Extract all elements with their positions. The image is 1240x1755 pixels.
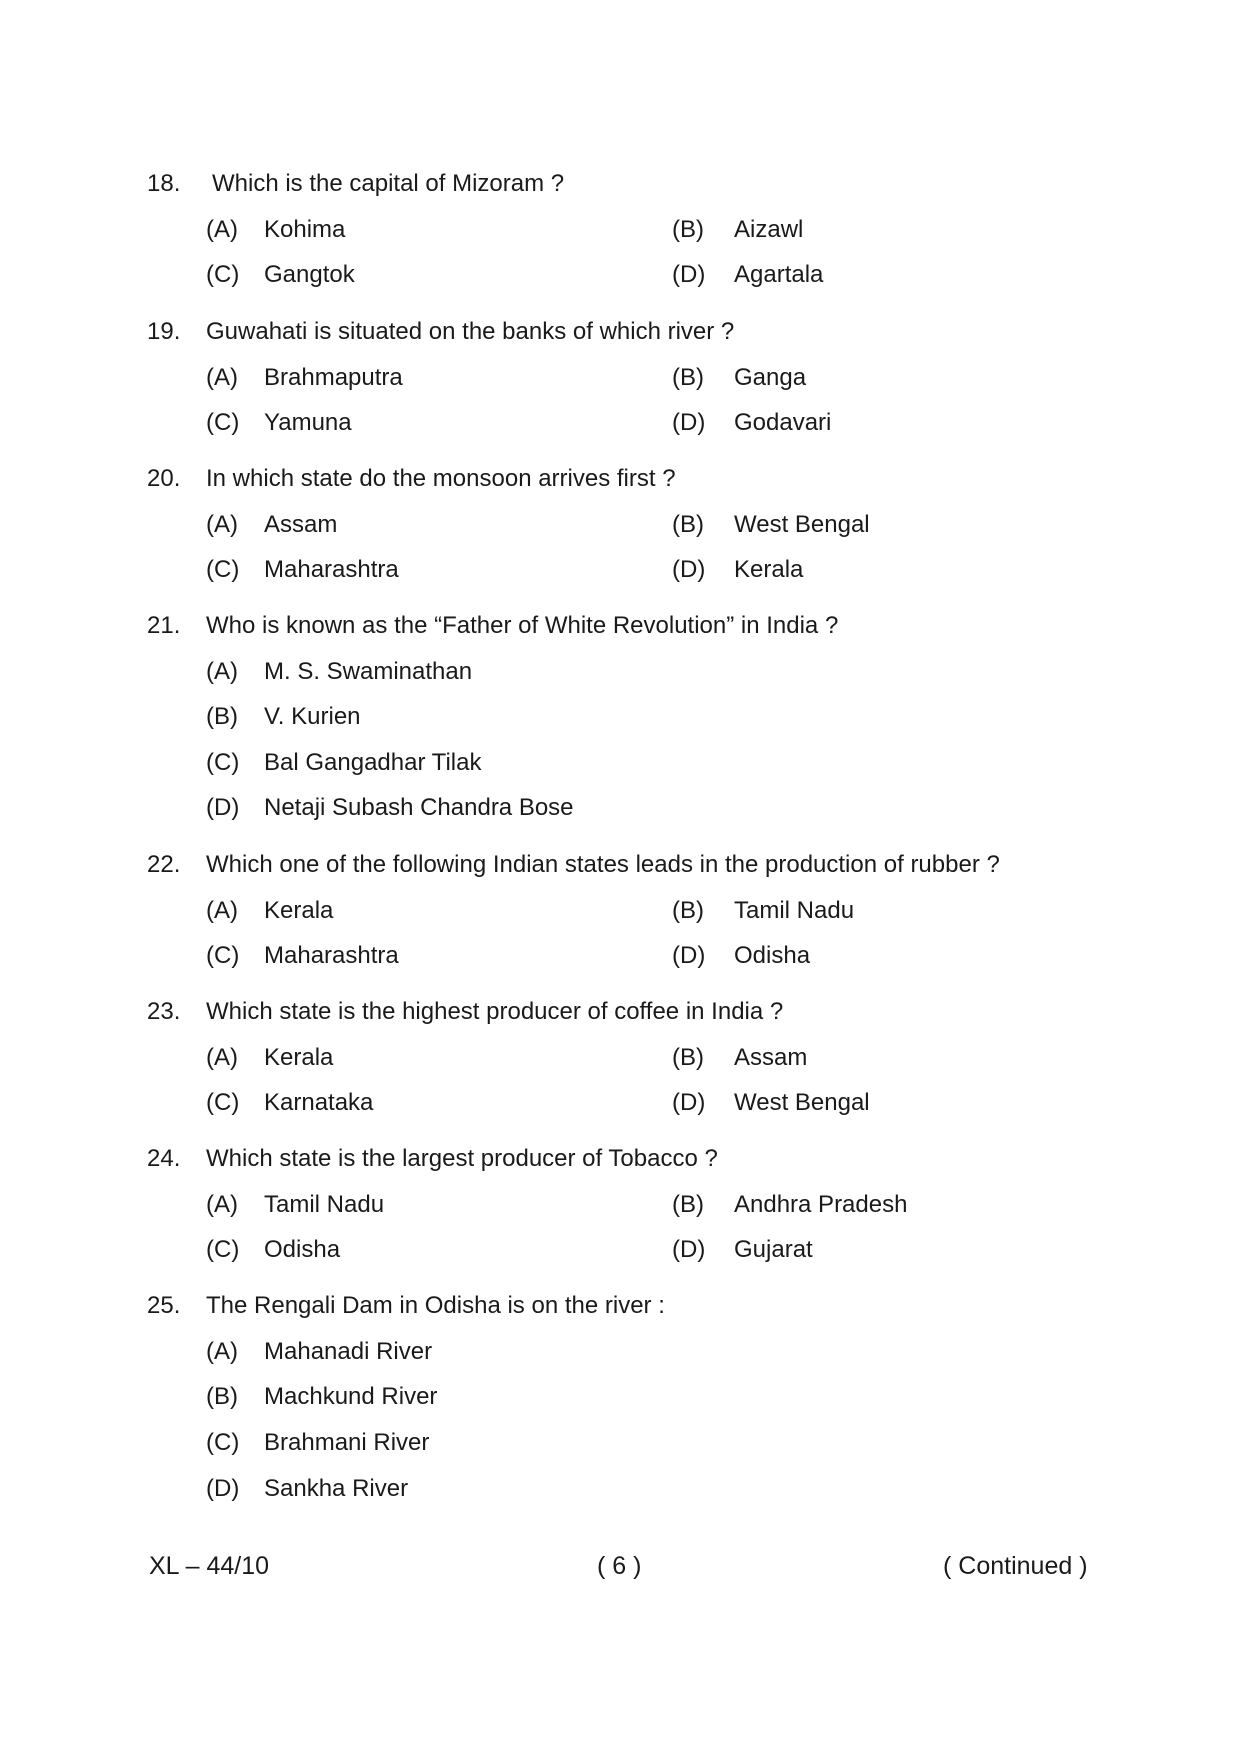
option-label: (D) <box>206 1475 240 1502</box>
option-text: Assam <box>734 1044 808 1071</box>
option-label: (D) <box>672 942 706 969</box>
question-text: In which state do the monsoon arrives first ? <box>206 465 676 492</box>
option-text: Kohima <box>264 216 346 243</box>
option-label: (B) <box>672 511 704 538</box>
question-number: 20. <box>147 465 181 492</box>
option-text: Agartala <box>734 261 824 288</box>
question-text: Which one of the following Indian states leads in the production of rubber ? <box>206 851 1000 878</box>
option-text: Netaji Subash Chandra Bose <box>264 794 574 821</box>
paper-code: XL – 44/10 <box>149 1552 270 1580</box>
continued-label: ( Continued ) <box>943 1552 1088 1580</box>
option-text: Yamuna <box>264 409 352 436</box>
question-text: Who is known as the “Father of White Revolution” in India ? <box>206 612 839 639</box>
option-text: Kerala <box>264 897 334 924</box>
option-text: Machkund River <box>264 1383 438 1410</box>
question-text: Guwahati is situated on the banks of which river ? <box>206 318 735 345</box>
option-text: M. S. Swaminathan <box>264 658 473 685</box>
option-label: (C) <box>206 409 240 436</box>
question-text: Which is the capital of Mizoram ? <box>212 170 565 197</box>
option-label: (B) <box>672 364 704 391</box>
option-text: West Bengal <box>734 1089 870 1116</box>
question-number: 24. <box>147 1145 181 1172</box>
option-text: Karnataka <box>264 1089 374 1116</box>
option-label: (B) <box>206 1383 238 1410</box>
option-label: (C) <box>206 749 240 776</box>
option-text: Tamil Nadu <box>734 897 855 924</box>
option-label: (C) <box>206 261 240 288</box>
option-label: (A) <box>206 1338 238 1365</box>
option-label: (C) <box>206 1089 240 1116</box>
option-label: (D) <box>206 794 240 821</box>
option-label: (B) <box>672 1191 704 1218</box>
option-text: V. Kurien <box>264 703 361 730</box>
page-number: ( 6 ) <box>597 1552 642 1580</box>
option-text: Aizawl <box>734 216 804 243</box>
question-number: 19. <box>147 318 181 345</box>
option-label: (A) <box>206 658 238 685</box>
option-label: (A) <box>206 216 238 243</box>
option-text: Kerala <box>734 556 804 583</box>
option-label: (C) <box>206 1429 240 1456</box>
question-text: Which state is the highest producer of coffee in India ? <box>206 998 784 1025</box>
option-label: (B) <box>672 1044 704 1071</box>
option-label: (C) <box>206 556 240 583</box>
option-text: Gangtok <box>264 261 355 288</box>
option-text: Odisha <box>264 1236 341 1263</box>
option-text: West Bengal <box>734 511 870 538</box>
option-label: (D) <box>672 556 706 583</box>
option-text: Brahmaputra <box>264 364 403 391</box>
option-label: (B) <box>672 216 704 243</box>
question-number: 21. <box>147 612 181 639</box>
option-label: (C) <box>206 1236 240 1263</box>
option-text: Maharashtra <box>264 942 399 969</box>
option-label: (A) <box>206 511 238 538</box>
option-text: Andhra Pradesh <box>734 1191 908 1218</box>
option-label: (A) <box>206 897 238 924</box>
option-text: Gujarat <box>734 1236 813 1263</box>
option-text: Ganga <box>734 364 807 391</box>
option-label: (B) <box>672 897 704 924</box>
option-text: Tamil Nadu <box>264 1191 385 1218</box>
option-label: (B) <box>206 703 238 730</box>
question-number: 18. <box>147 170 181 197</box>
option-label: (C) <box>206 942 240 969</box>
option-label: (D) <box>672 1236 706 1263</box>
option-label: (A) <box>206 1044 238 1071</box>
option-text: Bal Gangadhar Tilak <box>264 749 482 776</box>
option-text: Assam <box>264 511 338 538</box>
option-text: Brahmani River <box>264 1429 430 1456</box>
option-label: (D) <box>672 261 706 288</box>
option-text: Godavari <box>734 409 832 436</box>
option-text: Sankha River <box>264 1475 409 1502</box>
option-label: (A) <box>206 1191 238 1218</box>
option-text: Odisha <box>734 942 811 969</box>
option-label: (A) <box>206 364 238 391</box>
option-text: Kerala <box>264 1044 334 1071</box>
question-number: 22. <box>147 851 181 878</box>
question-text: The Rengali Dam in Odisha is on the river : <box>206 1292 665 1319</box>
question-number: 23. <box>147 998 181 1025</box>
option-label: (D) <box>672 1089 706 1116</box>
question-text: Which state is the largest producer of Tobacco ? <box>206 1145 718 1172</box>
option-text: Mahanadi River <box>264 1338 433 1365</box>
option-text: Maharashtra <box>264 556 399 583</box>
question-number: 25. <box>147 1292 181 1319</box>
option-label: (D) <box>672 409 706 436</box>
